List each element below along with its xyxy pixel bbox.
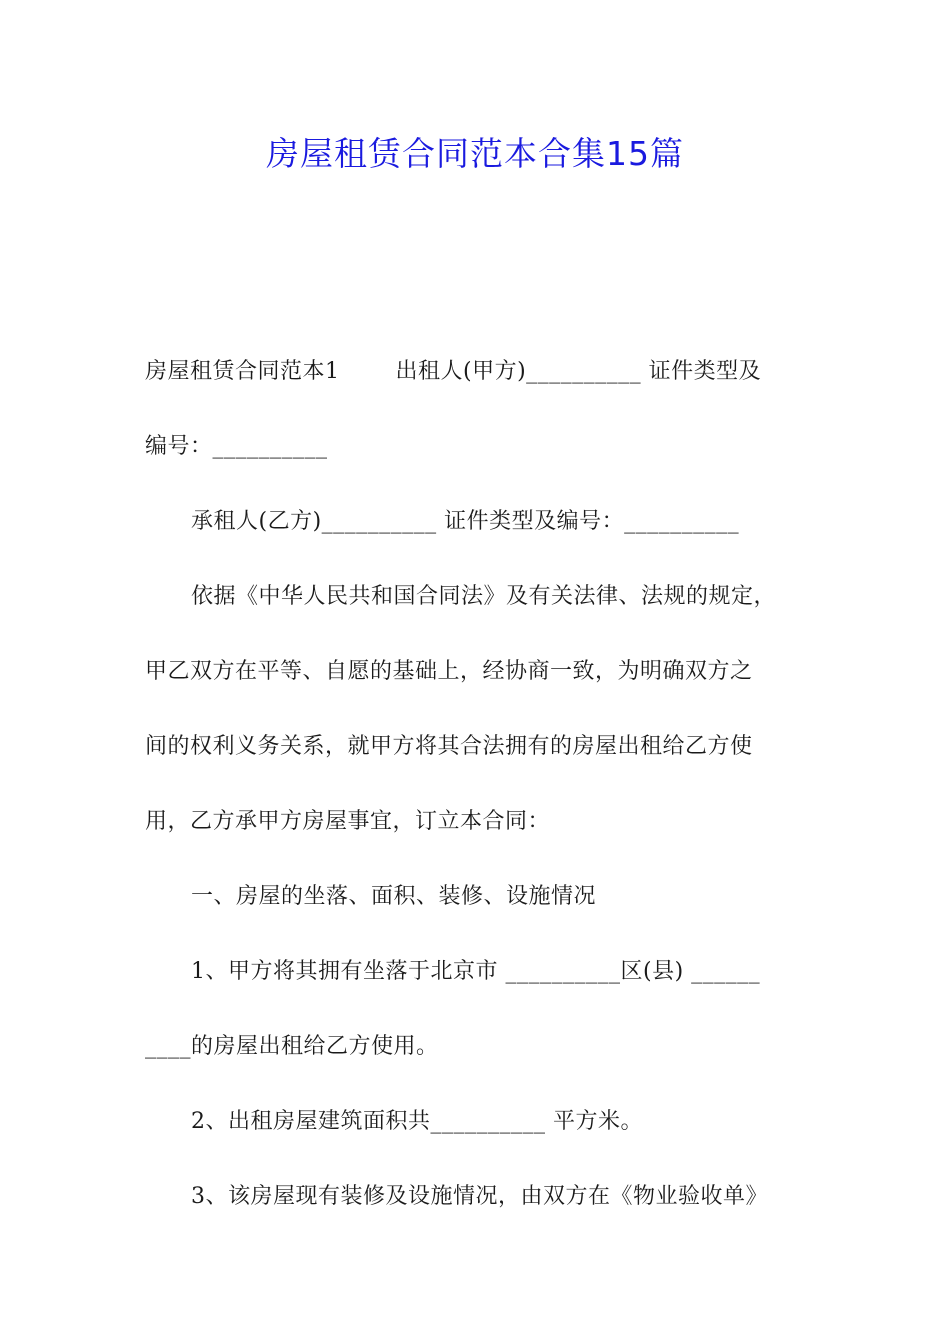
preamble-line-2: 甲乙双方在平等、自愿的基础上，经协商一致，为明确双方之 [145, 659, 753, 684]
lessee-line: 承租人(乙方)__________ 证件类型及编号：__________ [191, 509, 740, 534]
preamble-line-3: 间的权利义务关系，就甲方将其合法拥有的房屋出租给乙方使 [145, 734, 753, 759]
paragraph-line-1 [145, 334, 825, 409]
preamble-line-4: 用，乙方承甲方房屋事宜，订立本合同： [145, 809, 551, 834]
paragraph-line-2: 编号：__________ [145, 434, 328, 459]
document-title: 房屋租赁合同范本合集15篇 [266, 134, 684, 173]
clause-2: 2、出租房屋建筑面积共__________ 平方米。 [191, 1109, 643, 1134]
section-heading: 一、房屋的坐落、面积、装修、设施情况 [191, 884, 597, 909]
document-body [145, 334, 825, 1234]
clause-3: 3、该房屋现有装修及设施情况，由双方在《物业验收单》 [191, 1184, 768, 1209]
clause-1-line-1: 1、甲方将其拥有坐落于北京市 __________区(县) ______ [191, 959, 761, 984]
section-heading-inline: 房屋租赁合同范本1 [145, 359, 340, 384]
clause-1-line-2: ____的房屋出租给乙方使用。 [145, 1034, 439, 1059]
lessor-field: 出租人(甲方)__________ 证件类型及 [395, 359, 762, 384]
preamble-line-1: 依据《中华人民共和国合同法》及有关法律、法规的规定， [191, 584, 777, 609]
